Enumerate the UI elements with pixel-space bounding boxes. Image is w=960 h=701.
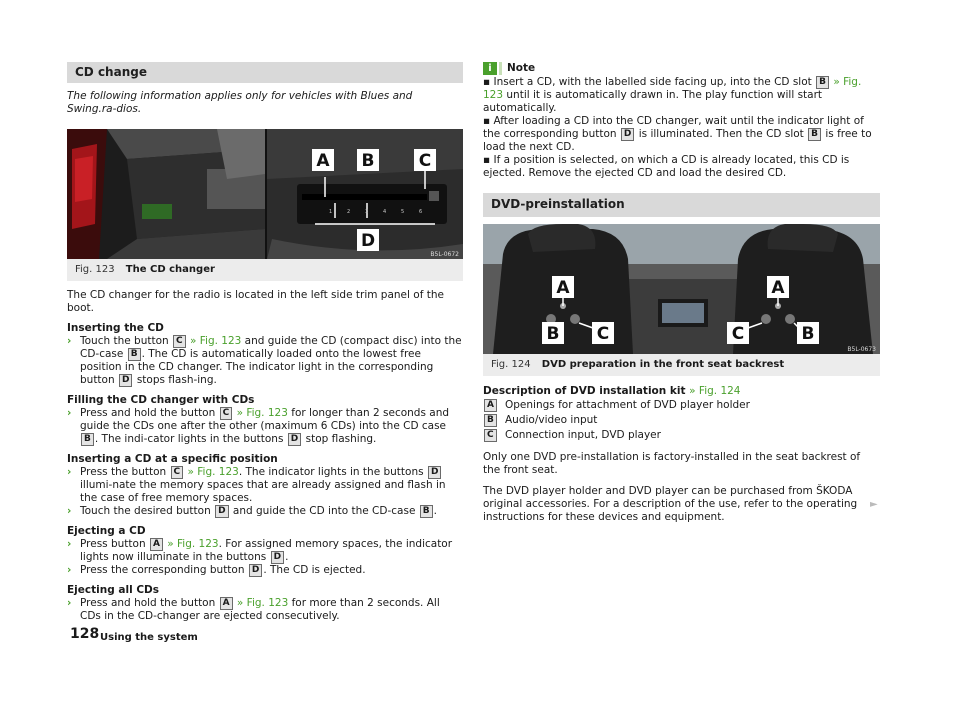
- figure-caption: [67, 259, 463, 281]
- note-text: Insert a CD, with the labelled side facing up, into the CD slot: [493, 76, 812, 88]
- legend-item-c: [483, 428, 880, 443]
- button-key: D: [288, 433, 301, 446]
- cd-changer-location-text: The CD changer for the radio is located in the left side trim panel of the boot.: [67, 289, 444, 314]
- dvd-factory-installed-text: Only one DVD pre-installation is factory-installed in the seat backrest of the front seat.: [483, 451, 861, 476]
- step-touch-d: [67, 505, 463, 518]
- callout-b-left: B: [546, 324, 560, 344]
- figure-number: Fig. 124: [491, 359, 531, 370]
- callout-a-left: A: [556, 278, 570, 298]
- legend-text: Audio/video input: [505, 414, 598, 426]
- step-arrow-icon: ›: [67, 597, 72, 609]
- step-text: illumi-nate the memory spaces that are already assigned and flash in the case of free memory spaces.: [80, 479, 446, 504]
- description-title: Description of DVD installation kit: [483, 385, 686, 397]
- step-text: Touch the desired button: [80, 505, 211, 517]
- section-heading-cd-change: CD change: [67, 62, 463, 83]
- slot-number-2: 2: [347, 209, 351, 215]
- page-number: 128: [70, 626, 100, 642]
- figure-reference-link[interactable]: » Fig. 123: [236, 597, 289, 609]
- figure-code: B5L-0672: [430, 251, 459, 258]
- slot-number-1: 1: [329, 209, 333, 215]
- note-item: ▪ After loading a CD into the CD changer, wait until the indicator light of the corresponding button D is illuminated. Then the CD slot B is free to load the next CD.: [483, 115, 872, 153]
- step-arrow-icon: ›: [67, 335, 72, 347]
- step-inserting-cd: [67, 335, 463, 387]
- button-key: C: [220, 407, 233, 420]
- figure-reference-link[interactable]: » Fig. 123: [189, 335, 242, 347]
- figure-caption: [483, 354, 880, 376]
- step-text: . The indicator lights in the buttons: [238, 466, 424, 478]
- button-key: B: [128, 348, 141, 361]
- legend-text: Openings for attachment of DVD player holder: [505, 399, 750, 411]
- figure-title: The CD changer: [125, 264, 215, 275]
- subheading-filling-cd-changer: Filling the CD changer with CDs: [67, 394, 255, 406]
- figure-title: DVD preparation in the front seat backrest: [541, 359, 785, 370]
- continue-arrow-icon: ►: [870, 499, 878, 510]
- callout-a-right: A: [771, 278, 785, 298]
- button-key: A: [220, 597, 233, 610]
- note-header: [483, 62, 880, 76]
- step-press-c: [67, 466, 463, 505]
- figure-reference-link[interactable]: » Fig. 124: [689, 385, 741, 397]
- callout-b-right: B: [801, 324, 815, 344]
- step-text: . The CD is automatically loaded onto the lowest free position in the CD changer. The indicator light in the corresponding button: [80, 348, 434, 386]
- callout-a: A: [316, 151, 330, 171]
- step-text: . The indi-cator lights in the buttons: [94, 433, 284, 445]
- button-key: D: [621, 128, 634, 141]
- button-key: A: [150, 538, 163, 551]
- subheading-dvd-description: [483, 385, 880, 398]
- slot-number-6: 6: [419, 209, 423, 215]
- subheading-ejecting-all: Ejecting all CDs: [67, 584, 159, 596]
- callout-c-left: C: [596, 324, 610, 344]
- button-key: B: [816, 76, 829, 89]
- step-text: for more than 2 seconds. All CDs in the CD-changer are ejected consecutively.: [80, 597, 440, 622]
- step-arrow-icon: ›: [67, 466, 72, 478]
- note-text: is illuminated. Then the CD slot: [638, 128, 804, 140]
- step-arrow-icon: ›: [67, 538, 72, 550]
- legend-key: A: [484, 399, 497, 412]
- subheading-inserting-specific: Inserting a CD at a specific position: [67, 453, 278, 465]
- figure-reference-link[interactable]: » Fig. 123: [167, 538, 219, 550]
- step-text: Touch the button: [80, 335, 169, 347]
- step-arrow-icon: ›: [67, 407, 72, 419]
- step-text: stop flashing.: [305, 433, 377, 445]
- button-key: C: [173, 335, 186, 348]
- button-key: C: [171, 466, 184, 479]
- figure-number: Fig. 123: [75, 264, 115, 275]
- legend-text: Connection input, DVD player: [505, 429, 661, 441]
- legend-key: B: [484, 414, 497, 427]
- button-key: D: [119, 374, 132, 387]
- step-text: Press button: [80, 538, 146, 550]
- subheading-ejecting-cd: Ejecting a CD: [67, 525, 146, 537]
- dvd-seat-illustration: [483, 224, 880, 354]
- step-text: Press and hold the button: [80, 597, 216, 609]
- cd-changer-illustration: [67, 129, 463, 259]
- step-press-a: [67, 538, 463, 564]
- figure-dvd-preparation: [483, 224, 880, 376]
- section-heading-dvd: DVD-preinstallation: [483, 193, 880, 217]
- step-eject-all: [67, 597, 463, 623]
- button-key: D: [428, 466, 441, 479]
- slot-number-5: 5: [401, 209, 405, 215]
- info-icon: i: [483, 62, 497, 75]
- step-arrow-icon: ›: [67, 564, 72, 576]
- note-label: Note: [507, 62, 536, 74]
- note-text: until it is automatically drawn in. The play function will start automatically.: [483, 89, 823, 114]
- step-arrow-icon: ›: [67, 505, 72, 517]
- note-bar: [499, 62, 502, 75]
- button-key: D: [215, 505, 228, 518]
- left-column: [67, 62, 463, 623]
- step-text: Press the corresponding button: [80, 564, 245, 576]
- callout-b: B: [361, 151, 375, 171]
- dvd-seat-photo: [483, 224, 880, 354]
- step-text: and guide the CD (compact disc) into the CD-case: [80, 335, 462, 360]
- step-text: for longer than 2 seconds and guide the CDs one after the other (maximum 6 CDs) into the CD case: [80, 407, 450, 432]
- step-text: . The CD is ejected.: [263, 564, 366, 576]
- cd-changer-photo: [67, 129, 463, 259]
- legend-key: C: [484, 429, 497, 442]
- callout-d: D: [360, 231, 376, 251]
- figure-reference-link[interactable]: » Fig. 123: [483, 76, 862, 101]
- figure-code: B5L-0673: [847, 346, 876, 353]
- step-text: Press and hold the button: [80, 407, 216, 419]
- legend-item-a: [483, 398, 880, 413]
- step-press-d: [67, 564, 463, 577]
- slot-number-3: 3: [365, 209, 369, 215]
- legend-list: [483, 398, 880, 443]
- legend-item-b: [483, 413, 880, 428]
- dvd-accessories-text: The DVD player holder and DVD player can be purchased from ŠKODA original accessories. For a description of the use, refer to the operating instructions for these devices and equipment.: [483, 485, 858, 523]
- note-text: If a position is selected, on which a CD is already located, this CD is ejected. Remove the ejected CD and load the desired CD.: [483, 154, 850, 179]
- figure-cd-changer: [67, 129, 463, 281]
- page-section-title: Using the system: [100, 632, 198, 643]
- step-text: stops flash-ing.: [136, 374, 217, 386]
- note-text: After loading a CD into the CD changer, wait until the indicator light of the corresponding button: [483, 115, 864, 140]
- note-text: is free to load the next CD.: [483, 128, 872, 153]
- right-column: [483, 62, 880, 524]
- button-key: D: [249, 564, 262, 577]
- callout-c-right: C: [731, 324, 745, 344]
- note-box: [483, 62, 880, 180]
- step-text: . For assigned memory spaces, the indicator lights now illuminate in the buttons: [80, 538, 453, 563]
- step-text: .: [285, 551, 289, 563]
- step-filling-cd-changer: [67, 407, 463, 446]
- slot-number-4: 4: [383, 209, 387, 215]
- subheading-inserting-cd: Inserting the CD: [67, 322, 164, 334]
- step-text: and guide the CD into the CD-case: [232, 505, 416, 517]
- step-text: .: [433, 505, 437, 517]
- note-item: ▪ If a position is selected, on which a CD is already located, this CD is ejected. Remove the ejected CD and load the desired CD.: [483, 154, 850, 179]
- button-key: B: [81, 433, 94, 446]
- button-key: B: [420, 505, 433, 518]
- note-item: ▪ Insert a CD, with the labelled side facing up, into the CD slot B » Fig. 123 until it is automatically drawn in. The play function will start automatically.: [483, 76, 862, 114]
- step-text: Press the button: [80, 466, 167, 478]
- button-key: D: [271, 551, 284, 564]
- intro-text: The following information applies only for vehicles with Blues and Swing.ra-dios.: [67, 90, 413, 115]
- button-key: B: [808, 128, 821, 141]
- callout-c: C: [418, 151, 432, 171]
- figure-reference-link[interactable]: » Fig. 123: [236, 407, 288, 419]
- figure-reference-link[interactable]: » Fig. 123: [187, 466, 239, 478]
